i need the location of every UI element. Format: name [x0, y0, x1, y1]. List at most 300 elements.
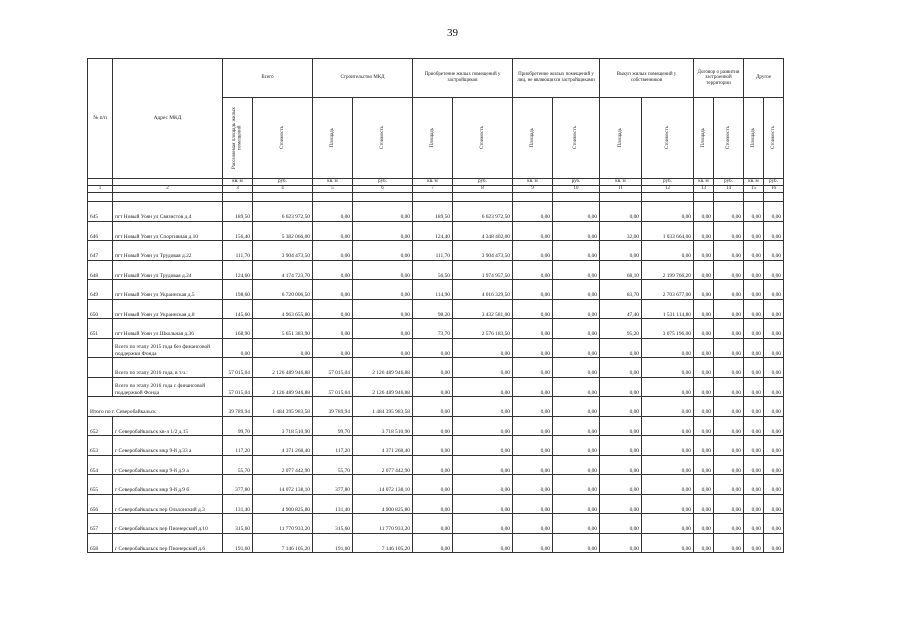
subheader-label: Площадь: [429, 128, 435, 148]
value-cell: 0,00: [600, 397, 642, 417]
table-row: [88, 241, 784, 261]
value-cell: 0,00: [513, 514, 553, 534]
value-cell: 39 789,94: [223, 397, 253, 417]
value-cell: 0,00: [553, 319, 600, 339]
value-cell: 0,00: [714, 260, 744, 280]
value-cell: 0,00: [694, 299, 714, 319]
spacer-cell: [744, 193, 764, 202]
value-cell: 0,00: [513, 319, 553, 339]
resettlement-table: [87, 58, 784, 553]
value-cell: 0,00: [513, 475, 553, 495]
subheader-cell: [764, 98, 784, 179]
value-cell: 55,70: [223, 455, 253, 475]
value-cell: 0,00: [353, 319, 413, 339]
group-other: Другое: [744, 59, 784, 98]
subheader-cell: [223, 98, 253, 179]
value-cell: 0,00: [744, 455, 764, 475]
value-cell: 0,00: [353, 221, 413, 241]
row-address: г Северобайкальск пер Пионерский д.6: [113, 533, 223, 553]
value-cell: 0,00: [553, 416, 600, 436]
subheader-label: Площадь: [617, 128, 623, 148]
value-cell: 117,20: [313, 436, 353, 456]
value-cell: 0,00: [714, 299, 744, 319]
value-cell: 0,00: [553, 358, 600, 378]
value-cell: 0,00: [253, 338, 313, 358]
spacer-cell: [223, 193, 253, 202]
value-cell: 0,00: [642, 494, 694, 514]
value-cell: 0,00: [413, 358, 453, 378]
subheader-cell: [600, 98, 642, 179]
value-cell: 4 900 825,80: [353, 494, 413, 514]
value-cell: 0,00: [553, 241, 600, 261]
spacer-cell: [553, 193, 600, 202]
value-cell: 1 484 395 983,58: [253, 397, 313, 417]
value-cell: 0,00: [744, 358, 764, 378]
value-cell: 0,00: [353, 299, 413, 319]
value-cell: 0,00: [553, 280, 600, 300]
spacer-cell: [253, 193, 313, 202]
value-cell: 0,00: [764, 280, 784, 300]
value-cell: 0,00: [764, 241, 784, 261]
value-cell: 0,00: [453, 494, 513, 514]
value-cell: 0,00: [694, 436, 714, 456]
value-cell: 156,40: [223, 221, 253, 241]
value-cell: 0,00: [353, 280, 413, 300]
column-number: 8: [453, 186, 513, 193]
value-cell: 0,00: [714, 319, 744, 339]
unit-cell: руб.: [253, 179, 313, 186]
value-cell: 0,00: [714, 397, 744, 417]
value-cell: 0,00: [553, 221, 600, 241]
row-number: 654: [88, 455, 113, 475]
value-cell: 0,00: [453, 436, 513, 456]
row-address: пгт Новый Уоян ул Спортивная д.10: [113, 221, 223, 241]
subheader-cell: [413, 98, 453, 179]
subheader-cell: [353, 98, 413, 179]
row-address: Всего по этапу 2016 года, в т.ч.:: [113, 358, 223, 378]
value-cell: 0,00: [744, 338, 764, 358]
value-cell: 6 623 972,50: [453, 202, 513, 222]
value-cell: 0,00: [413, 494, 453, 514]
value-cell: 0,00: [694, 260, 714, 280]
spacer-cell: [353, 193, 413, 202]
value-cell: 4 016 329,50: [453, 280, 513, 300]
units-blank: [88, 179, 113, 186]
value-cell: 7 146 105,20: [253, 533, 313, 553]
value-cell: 0,00: [513, 533, 553, 553]
value-cell: 0,00: [714, 358, 744, 378]
row-address: г Северобайкальск пер Ольхонский д.3: [113, 494, 223, 514]
value-cell: 0,00: [764, 397, 784, 417]
value-cell: 0,00: [553, 202, 600, 222]
spacer-cell: [600, 193, 642, 202]
spacer-cell: [764, 193, 784, 202]
unit-cell: кв. м: [413, 179, 453, 186]
row-address: пгт Новый Уоян ул Связистов д.4: [113, 202, 223, 222]
value-cell: 0,00: [453, 377, 513, 397]
value-cell: 0,00: [642, 358, 694, 378]
value-cell: 3 904 473,50: [253, 241, 313, 261]
column-number: 10: [553, 186, 600, 193]
value-cell: 189,50: [223, 202, 253, 222]
value-cell: 0,00: [553, 533, 600, 553]
value-cell: 0,00: [313, 299, 353, 319]
value-cell: 0,00: [714, 202, 744, 222]
group-construction: Строительство МКД: [313, 59, 413, 98]
spacer-cell: [694, 193, 714, 202]
value-cell: 2 126 489 946,88: [353, 358, 413, 378]
unit-cell: руб.: [453, 179, 513, 186]
table-row: [88, 416, 784, 436]
value-cell: 0,00: [764, 475, 784, 495]
value-cell: 0,00: [223, 338, 253, 358]
value-cell: 32,00: [600, 221, 642, 241]
value-cell: 0,00: [694, 455, 714, 475]
column-number: 4: [253, 186, 313, 193]
value-cell: 198,60: [223, 280, 253, 300]
value-cell: 83,70: [600, 280, 642, 300]
spacer-row: [88, 193, 784, 202]
value-cell: 57 015,04: [313, 377, 353, 397]
row-address: г Северобайкальск мкр 9-й д.9 а: [113, 455, 223, 475]
table-row: [88, 280, 784, 300]
value-cell: 0,00: [714, 436, 744, 456]
value-cell: 0,00: [694, 377, 714, 397]
value-cell: 11 770 933,20: [253, 514, 313, 534]
value-cell: 0,00: [413, 397, 453, 417]
value-cell: 0,00: [553, 514, 600, 534]
column-number: 12: [642, 186, 694, 193]
value-cell: 0,00: [642, 475, 694, 495]
value-cell: 4 371 268,40: [253, 436, 313, 456]
row-number: 645: [88, 202, 113, 222]
subheader-label: Площадь: [329, 128, 335, 148]
value-cell: 0,00: [513, 377, 553, 397]
table-row: [88, 299, 784, 319]
subheader-label: Стоимость: [725, 126, 731, 150]
value-cell: 0,00: [513, 494, 553, 514]
subheader-label: Стоимость: [279, 126, 285, 150]
value-cell: 0,00: [714, 416, 744, 436]
value-cell: 4 963 655,80: [253, 299, 313, 319]
value-cell: 0,00: [714, 455, 744, 475]
value-cell: 47,40: [600, 299, 642, 319]
value-cell: 0,00: [744, 260, 764, 280]
unit-cell: кв. м: [600, 179, 642, 186]
subheader-label: Площадь: [700, 128, 706, 148]
value-cell: 0,00: [764, 338, 784, 358]
row-address: г Северобайкальск кв-л 1/2 д.15: [113, 416, 223, 436]
value-cell: 68,10: [600, 260, 642, 280]
row-number: 647: [88, 241, 113, 261]
row-number: 652: [88, 416, 113, 436]
value-cell: 14 072 138,10: [353, 475, 413, 495]
subheader-cell: [744, 98, 764, 179]
table-row: [88, 260, 784, 280]
value-cell: 0,00: [744, 397, 764, 417]
value-cell: 124,40: [413, 221, 453, 241]
value-cell: 0,00: [744, 514, 764, 534]
value-cell: 0,00: [764, 299, 784, 319]
value-cell: 0,00: [600, 416, 642, 436]
value-cell: 0,00: [600, 202, 642, 222]
value-cell: 2 199 766,20: [642, 260, 694, 280]
row-number: 658: [88, 533, 113, 553]
subheader-label: Площадь: [529, 128, 535, 148]
value-cell: 0,00: [353, 338, 413, 358]
value-cell: 0,00: [313, 260, 353, 280]
table-row: [88, 533, 784, 553]
value-cell: 1 531 114,80: [642, 299, 694, 319]
row-address: пгт Новый Уоян ул Школьная д.36: [113, 319, 223, 339]
value-cell: 4 174 723,70: [253, 260, 313, 280]
table-row: [88, 514, 784, 534]
column-number: 2: [113, 186, 223, 193]
value-cell: 0,00: [744, 416, 764, 436]
value-cell: 3 718 510,90: [353, 416, 413, 436]
value-cell: 0,00: [313, 280, 353, 300]
value-cell: 0,00: [513, 436, 553, 456]
value-cell: 56,50: [413, 260, 453, 280]
value-cell: 0,00: [764, 455, 784, 475]
column-numbers-row: [88, 186, 784, 193]
value-cell: 4 371 268,40: [353, 436, 413, 456]
value-cell: 3 432 581,00: [453, 299, 513, 319]
value-cell: 0,00: [313, 319, 353, 339]
unit-cell: руб.: [553, 179, 600, 186]
group-purchase-non-developers: Приобретение жилых помещений у лиц, не являющихся застройщиками: [513, 59, 600, 98]
column-number: 7: [413, 186, 453, 193]
value-cell: 0,00: [513, 455, 553, 475]
table-row: [88, 494, 784, 514]
row-address: Всего по этапу 2016 года с финансовой поддержкой Фонда: [113, 377, 223, 397]
value-cell: 4 900 825,80: [253, 494, 313, 514]
value-cell: 0,00: [513, 397, 553, 417]
value-cell: 0,00: [764, 319, 784, 339]
value-cell: 0,00: [553, 475, 600, 495]
value-cell: 0,00: [714, 221, 744, 241]
column-number: 15: [744, 186, 764, 193]
value-cell: 0,00: [764, 377, 784, 397]
value-cell: 0,00: [353, 260, 413, 280]
value-cell: 0,00: [513, 241, 553, 261]
column-number: 16: [764, 186, 784, 193]
page-number: 39: [447, 27, 458, 39]
value-cell: 73,70: [413, 319, 453, 339]
value-cell: 0,00: [764, 436, 784, 456]
value-cell: 315,60: [313, 514, 353, 534]
value-cell: 0,00: [553, 397, 600, 417]
value-cell: 0,00: [513, 280, 553, 300]
value-cell: 0,00: [694, 202, 714, 222]
value-cell: 0,00: [764, 494, 784, 514]
value-cell: 0,00: [744, 475, 764, 495]
value-cell: 117,20: [223, 436, 253, 456]
value-cell: 0,00: [600, 455, 642, 475]
value-cell: 131,40: [223, 494, 253, 514]
value-cell: 0,00: [600, 241, 642, 261]
value-cell: 0,00: [642, 533, 694, 553]
value-cell: 6 623 972,50: [253, 202, 313, 222]
value-cell: 0,00: [313, 241, 353, 261]
table-row: [88, 221, 784, 241]
unit-cell: кв. м: [744, 179, 764, 186]
value-cell: 114,90: [413, 280, 453, 300]
units-row: [88, 179, 784, 186]
unit-cell: кв. м: [513, 179, 553, 186]
value-cell: 0,00: [313, 221, 353, 241]
subheader-label: Расселяемая площадь жилых помещений: [231, 107, 243, 169]
row-address: пгт Новый Уоян ул Трудовая д.22: [113, 241, 223, 261]
table-row: [88, 475, 784, 495]
spacer-cell: [313, 193, 353, 202]
subheader-label: Стоимость: [664, 126, 670, 150]
value-cell: 0,00: [764, 416, 784, 436]
value-cell: 2 126 489 946,88: [253, 377, 313, 397]
spacer-cell: [413, 193, 453, 202]
header-address: Адрес МКД: [113, 59, 223, 179]
value-cell: 0,00: [413, 338, 453, 358]
subheader-cell: [513, 98, 553, 179]
value-cell: 0,00: [513, 260, 553, 280]
value-cell: 0,00: [553, 455, 600, 475]
value-cell: 57 015,04: [223, 377, 253, 397]
value-cell: 0,00: [453, 455, 513, 475]
value-cell: 0,00: [694, 514, 714, 534]
value-cell: 98,20: [413, 299, 453, 319]
row-address: г Северобайкальск мкр 9-й д.9 б: [113, 475, 223, 495]
subheader-label: Стоимость: [479, 126, 485, 150]
row-number: 651: [88, 319, 113, 339]
value-cell: 1 484 395 983,58: [353, 397, 413, 417]
value-cell: 0,00: [313, 338, 353, 358]
table-row: [88, 338, 784, 358]
table-row: [88, 436, 784, 456]
row-address: г Северобайкальск пер Пионерский д.10: [113, 514, 223, 534]
unit-cell: руб.: [714, 179, 744, 186]
value-cell: 0,00: [413, 377, 453, 397]
group-buyout-owners: Выкуп жилых помещений у собственников: [600, 59, 694, 98]
column-number: 6: [353, 186, 413, 193]
value-cell: 0,00: [453, 416, 513, 436]
value-cell: 0,00: [694, 280, 714, 300]
value-cell: 3 904 473,50: [453, 241, 513, 261]
value-cell: 5 382 066,00: [253, 221, 313, 241]
value-cell: 0,00: [714, 377, 744, 397]
unit-cell: руб.: [642, 179, 694, 186]
value-cell: 191,60: [313, 533, 353, 553]
value-cell: 5 651 383,90: [253, 319, 313, 339]
column-number: 13: [694, 186, 714, 193]
units-blank: [113, 179, 223, 186]
value-cell: 0,00: [600, 475, 642, 495]
value-cell: 0,00: [714, 241, 744, 261]
value-cell: 57 015,04: [313, 358, 353, 378]
value-cell: 0,00: [513, 202, 553, 222]
value-cell: 99,70: [223, 416, 253, 436]
value-cell: 145,60: [223, 299, 253, 319]
value-cell: 0,00: [744, 377, 764, 397]
subheader-label: Площадь: [750, 128, 756, 148]
value-cell: 2 126 489 946,88: [253, 358, 313, 378]
value-cell: 315,60: [223, 514, 253, 534]
header-num: № п/п: [88, 59, 113, 179]
value-cell: 0,00: [413, 455, 453, 475]
value-cell: 0,00: [513, 221, 553, 241]
value-cell: 57 015,04: [223, 358, 253, 378]
row-address: пгт Новый Уоян ул Украинская д.5: [113, 280, 223, 300]
value-cell: 0,00: [764, 533, 784, 553]
value-cell: 0,00: [642, 514, 694, 534]
row-number: 649: [88, 280, 113, 300]
spacer-cell: [453, 193, 513, 202]
value-cell: 0,00: [744, 280, 764, 300]
spacer-cell: [513, 193, 553, 202]
subheader-cell: [453, 98, 513, 179]
value-cell: 0,00: [600, 494, 642, 514]
row-number: [88, 338, 113, 358]
subheader-cell: [714, 98, 744, 179]
column-number: 9: [513, 186, 553, 193]
row-number: 653: [88, 436, 113, 456]
column-number: 14: [714, 186, 744, 193]
value-cell: 0,00: [714, 280, 744, 300]
unit-cell: руб.: [764, 179, 784, 186]
value-cell: 0,00: [694, 221, 714, 241]
value-cell: 0,00: [714, 533, 744, 553]
unit-cell: кв. м: [223, 179, 253, 186]
row-address: г Северобайкальск мкр 9-й д.33 а: [113, 436, 223, 456]
value-cell: 0,00: [764, 358, 784, 378]
row-number: 650: [88, 299, 113, 319]
value-cell: 0,00: [744, 299, 764, 319]
value-cell: 0,00: [744, 202, 764, 222]
value-cell: 7 146 105,20: [353, 533, 413, 553]
value-cell: 0,00: [764, 260, 784, 280]
value-cell: 111,70: [413, 241, 453, 261]
value-cell: 0,00: [694, 475, 714, 495]
value-cell: 0,00: [553, 436, 600, 456]
row-address: пгт Новый Уоян ул Украинская д.8: [113, 299, 223, 319]
value-cell: 0,00: [714, 514, 744, 534]
value-cell: 0,00: [642, 416, 694, 436]
column-number: 3: [223, 186, 253, 193]
row-address: пгт Новый Уоян ул Трудовая д.24: [113, 260, 223, 280]
spacer-cell: [88, 193, 113, 202]
column-number: 5: [313, 186, 353, 193]
value-cell: 0,00: [642, 436, 694, 456]
subheader-cell: [313, 98, 353, 179]
value-cell: 0,00: [553, 338, 600, 358]
value-cell: 2 576 183,50: [453, 319, 513, 339]
subheader-label: Стоимость: [379, 126, 385, 150]
group-total: Всего: [223, 59, 313, 98]
table-row: [88, 319, 784, 339]
value-cell: 0,00: [764, 514, 784, 534]
value-cell: 0,00: [513, 299, 553, 319]
value-cell: 0,00: [600, 533, 642, 553]
value-cell: 1 974 957,50: [453, 260, 513, 280]
table-row: [88, 455, 784, 475]
value-cell: 0,00: [694, 241, 714, 261]
unit-cell: руб.: [353, 179, 413, 186]
value-cell: 0,00: [413, 475, 453, 495]
value-cell: 0,00: [553, 299, 600, 319]
value-cell: 0,00: [453, 475, 513, 495]
value-cell: 0,00: [714, 475, 744, 495]
value-cell: 0,00: [453, 533, 513, 553]
value-cell: 0,00: [413, 514, 453, 534]
